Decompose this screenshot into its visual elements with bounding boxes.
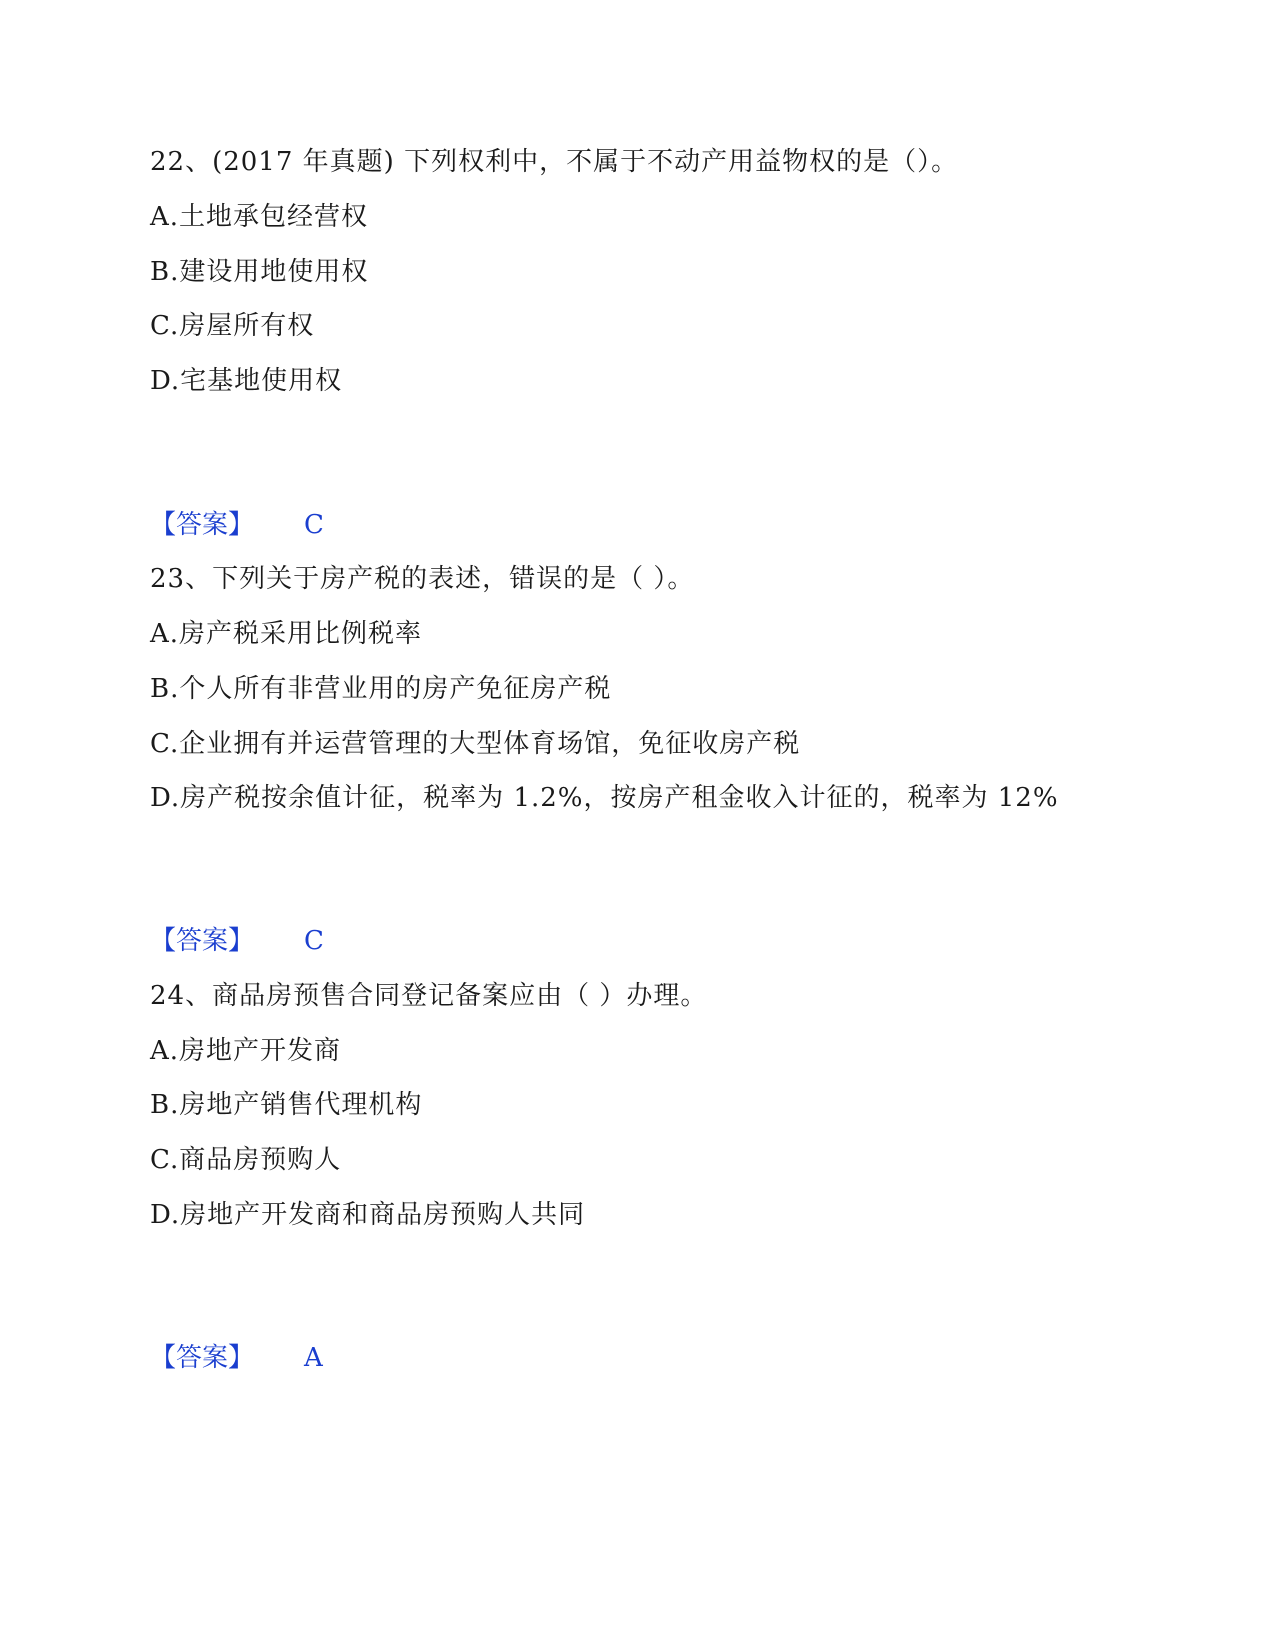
answer-value: A xyxy=(304,1343,323,1373)
question-24-answer xyxy=(150,1341,323,1375)
answer-label: 【答案】 xyxy=(150,510,255,540)
question-22-option-b: B.建设用地使用权 xyxy=(150,257,369,287)
question-22-answer xyxy=(150,508,324,542)
question-24-option-c: C.商品房预购人 xyxy=(150,1145,342,1175)
question-24-option-b: B.房地产销售代理机构 xyxy=(150,1090,423,1120)
question-24-option-a: A.房地产开发商 xyxy=(150,1036,342,1066)
answer-label: 【答案】 xyxy=(150,1343,255,1373)
question-23-option-b: B.个人所有非营业用的房产免征房产税 xyxy=(150,674,612,704)
question-22-option-c: C.房屋所有权 xyxy=(150,311,315,341)
question-23-option-c: C.企业拥有并运营管理的大型体育场馆，免征收房产税 xyxy=(150,729,801,759)
question-22-option-d: D.宅基地使用权 xyxy=(150,366,343,396)
question-23-option-d: D.房产税按余值计征，税率为 1.2%，按房产租金收入计征的，税率为 12% xyxy=(150,783,1059,813)
answer-value: C xyxy=(304,926,324,956)
question-24-option-d: D.房地产开发商和商品房预购人共同 xyxy=(150,1200,586,1230)
question-23-stem: 23、下列关于房产税的表述，错误的是（ ）。 xyxy=(150,564,695,594)
question-23-option-a: A.房产税采用比例税率 xyxy=(150,619,423,649)
question-22-stem: 22、(2017 年真题) 下列权利中，不属于不动产用益物权的是（）。 xyxy=(150,147,959,177)
question-22-option-a: A.土地承包经营权 xyxy=(150,202,369,232)
question-24-stem: 24、商品房预售合同登记备案应由（ ）办理。 xyxy=(150,981,708,1011)
question-23-answer xyxy=(150,924,324,958)
answer-value: C xyxy=(304,510,324,540)
answer-label: 【答案】 xyxy=(150,926,255,956)
